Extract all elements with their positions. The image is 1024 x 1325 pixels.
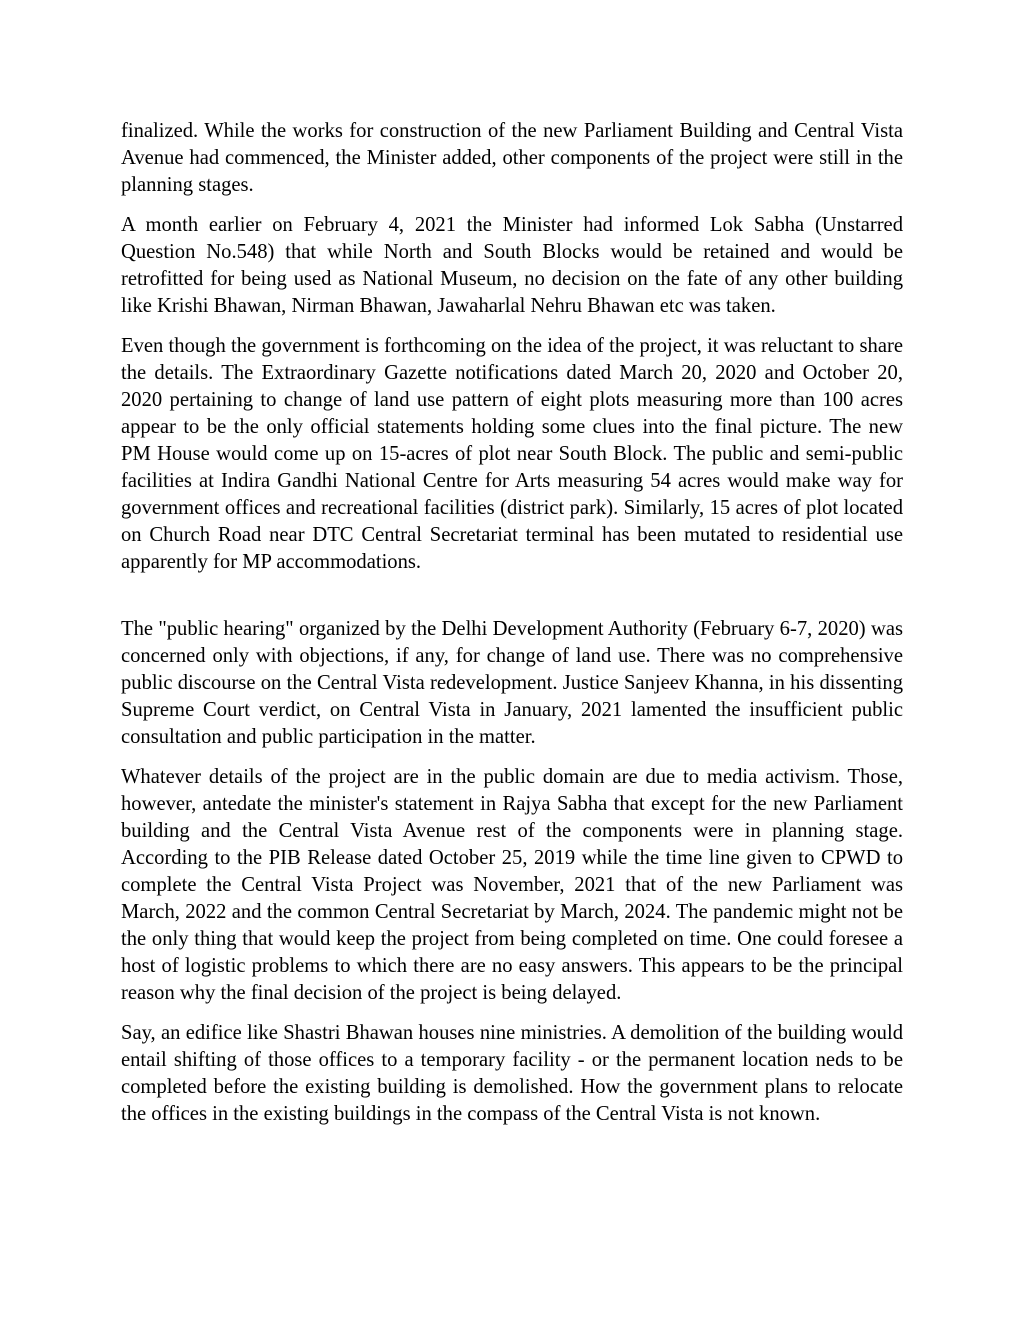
paragraph-continued: finalized. While the works for construction of the new Parliament Building and Central Vista Avenue had commenced, the Minister added, other components of the project were still in the planning stages. bbox=[121, 120, 903, 196]
paragraph-gazette-notifications: Even though the government is forthcoming on the idea of the project, it was reluctant to share the details. The Extraordinary Gazette notifications dated March 20, 2020 and October 20, 2020 pertaining to change of land use pattern of eight plots measuring more than 100 acres appear to be the only official statements holding some clues into the final picture. The new PM House would come up on 15-acres of plot near South Block. The public and semi-public facilities at Indira Gandhi National Centre for Arts measuring 54 acres would make way for government offices and recreational facilities (district park). Similarly, 15 acres of plot located on Church Road near DTC Central Secretariat terminal has been mutated to residential use apparently for MP accommodations. bbox=[121, 335, 903, 573]
paragraph-media-activism: Whatever details of the project are in the public domain are due to media activism. Those, however, antedate the minister's statement in Rajya Sabha that except for the new Parliament building and the Central Vista Avenue rest of the components were in planning stage. According to the PIB Release dated October 25, 2019 while the time line given to CPWD to complete the Central Vista Project was November, 2021 that of the new Parliament was March, 2022 and the common Central Secretariat by March, 2024. The pandemic might not be the only thing that would keep the project from being completed on time. One could foresee a host of logistic problems to which there are no easy answers. This appears to be the principal reason why the final decision of the project is being delayed. bbox=[121, 766, 903, 1004]
document-page bbox=[121, 118, 903, 1141]
paragraph-lok-sabha: A month earlier on February 4, 2021 the Minister had informed Lok Sabha (Unstarred Question No.548) that while North and South Blocks would be retained and would be retrofitted for being used as National Museum, no decision on the fate of any other building like Krishi Bhawan, Nirman Bhawan, Jawaharlal Nehru Bhawan etc was taken. bbox=[121, 214, 903, 317]
paragraph-public-hearing: The "public hearing" organized by the Delhi Development Authority (February 6-7, 2020) was concerned only with objections, if any, for change of land use. There was no comprehensive public discourse on the Central Vista redevelopment. Justice Sanjeev Khanna, in his dissenting Supreme Court verdict, on Central Vista in January, 2021 lamented the insufficient public consultation and public participation in the matter. bbox=[121, 618, 903, 748]
paragraph-shastri-bhawan: Say, an edifice like Shastri Bhawan houses nine ministries. A demolition of the building would entail shifting of those offices to a temporary facility - or the permanent location neds to be completed before the existing building is demolished. How the government plans to relocate the offices in the existing buildings in the compass of the Central Vista is not known. bbox=[121, 1022, 903, 1125]
